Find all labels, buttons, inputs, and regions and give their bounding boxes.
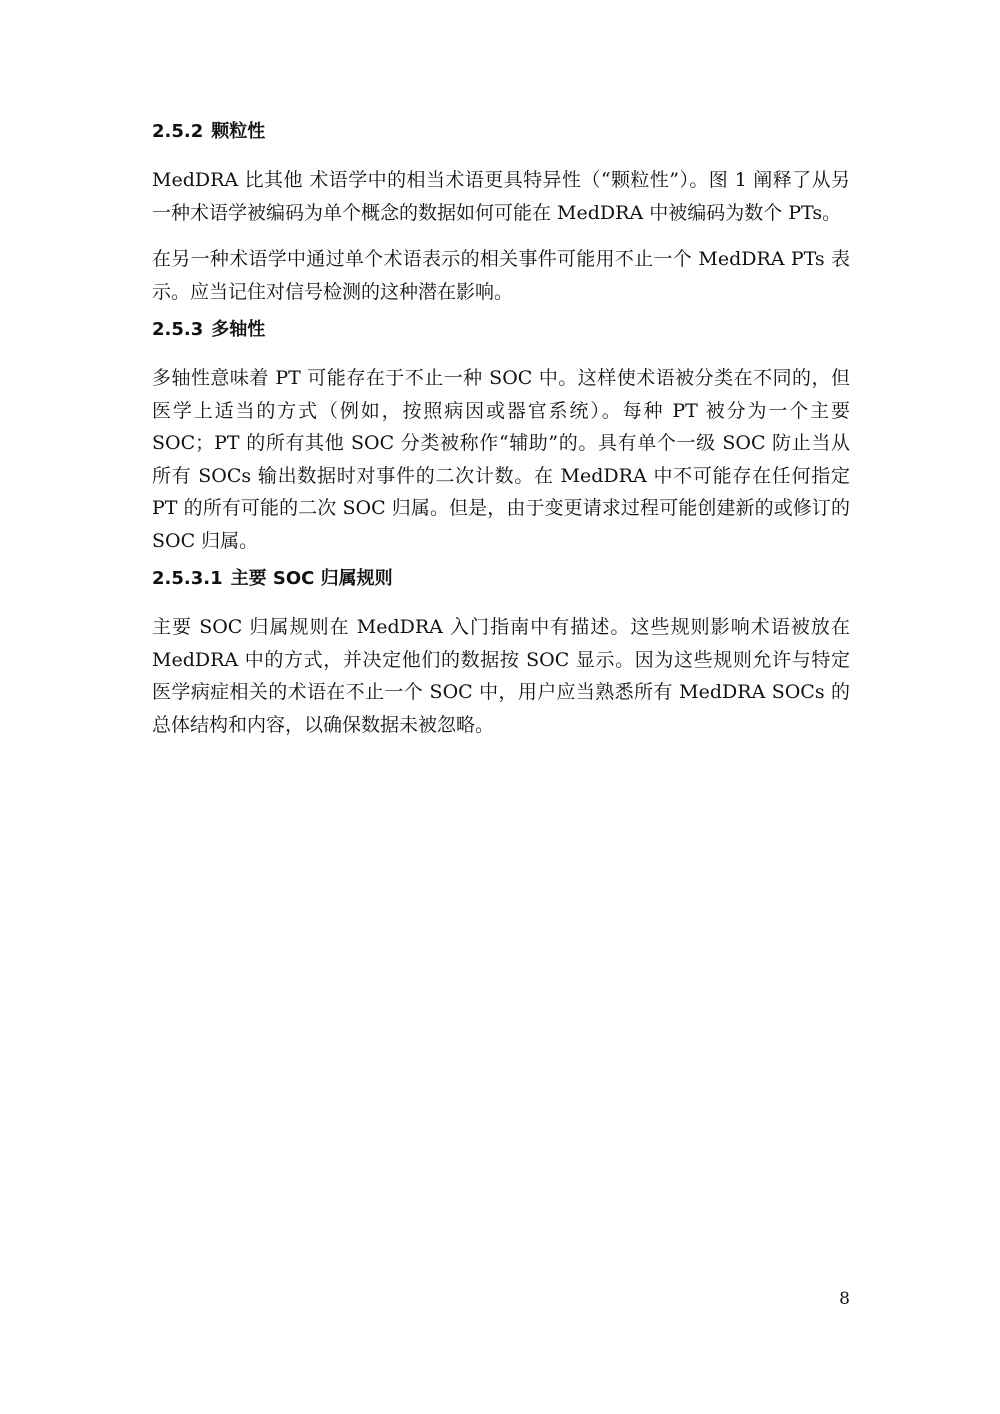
page-number: 8 xyxy=(839,1289,850,1309)
section-title: 颗粒性 xyxy=(211,121,266,142)
paragraph-multiaxiality: 多轴性意味着 PT 可能存在于不止一种 SOC 中。这样使术语被分类在不同的，但医学上适当的方式（例如，按照病因或器官系统）。每种 PT 被分为一个主要 SOC；PT 的所有其他 SOC 分类被称作“辅助”的。具有单个一级 SOC 防止当从所有 SOCs 输出数据时对事件的二次计数。在 MedDRA 中不可能存在任何指定 PT 的所有可能的二次 SOC 归属。但是，由于变更请求过程可能创建新的或修订的 SOC 归属。 xyxy=(152,367,850,552)
paragraph-granularity-2: 在另一种术语学中通过单个术语表示的相关事件可能用不止一个 MedDRA PTs 表示。应当记住对信号检测的这种潜在影响。 xyxy=(152,248,850,303)
section-heading-2-5-3-1 xyxy=(152,565,850,593)
document-body xyxy=(152,118,850,741)
section-number: 2.5.3.1 xyxy=(152,568,223,589)
section-number: 2.5.2 xyxy=(152,121,204,142)
section-heading-2-5-3 xyxy=(152,316,850,344)
section-heading-2-5-2 xyxy=(152,118,850,146)
paragraph-primary-soc-rules: 主要 SOC 归属规则在 MedDRA 入门指南中有描述。这些规则影响术语被放在 MedDRA 中的方式，并决定他们的数据按 SOC 显示。因为这些规则允许与特定医学病症相关的术语在不止一个 SOC 中，用户应当熟悉所有 MedDRA SOCs 的总体结构和内容，以确保数据未被忽略。 xyxy=(152,616,850,736)
section-title: 多轴性 xyxy=(211,319,266,340)
section-title: 主要 SOC 归属规则 xyxy=(230,568,393,589)
section-number: 2.5.3 xyxy=(152,319,204,340)
paragraph-granularity-1: MedDRA 比其他 术语学中的相当术语更具特异性（“颗粒性”）。图 1 阐释了从另一种术语学被编码为单个概念的数据如何可能在 MedDRA 中被编码为数个 PTs。 xyxy=(152,169,850,224)
